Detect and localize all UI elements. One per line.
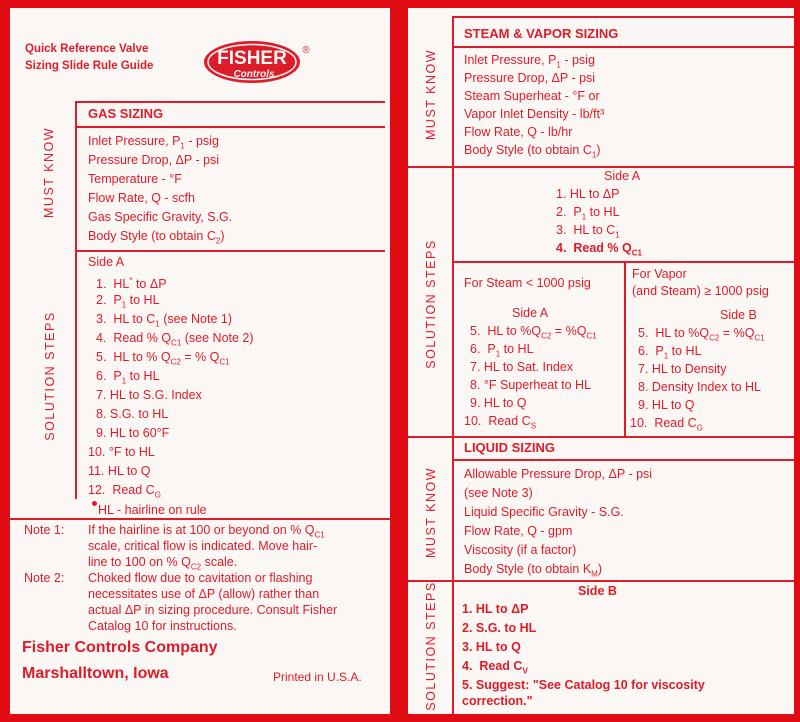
note-2-line: necessitates use of ΔP (allow) rather than <box>88 587 320 601</box>
gas-sizing-card <box>10 8 390 714</box>
footnote-text: HL - hairline on rule <box>98 503 207 517</box>
divider <box>452 261 794 263</box>
divider <box>10 518 390 520</box>
list-item: 5. HL to % $Q_{C2}$ = % $Q_{C1}$ <box>96 350 230 367</box>
note-1-line: scale, critical flow is indicated. Move hair- <box>88 539 318 553</box>
note-1-label: Note 1: <box>24 523 65 537</box>
list-item: Flow Rate, Q - gpm <box>464 524 573 538</box>
solution-steps-label: SOLUTION STEPS <box>424 581 438 711</box>
divider <box>452 16 794 18</box>
divider <box>408 580 794 582</box>
divider <box>452 46 794 48</box>
vapor-condition-line2: (and Steam) ≥ 1000 psig <box>632 284 769 298</box>
divider <box>75 101 385 103</box>
must-know-label: MUST KNOW <box>42 126 56 218</box>
note-2-line: Catalog 10 for instructions. <box>88 619 237 633</box>
liquid-sizing-title: LIQUID SIZING <box>464 440 555 455</box>
list-item: 4. Read $C_V$ <box>462 659 528 676</box>
vapor-condition-line1: For Vapor <box>632 267 687 281</box>
divider <box>75 250 385 252</box>
divider <box>452 16 454 714</box>
side-b-vapor-title: Side B <box>720 308 757 322</box>
list-item: 7. HL to Sat. Index <box>470 360 574 374</box>
list-item: Pressure Drop, ΔP - psi <box>464 71 596 85</box>
list-item: Temperature - °F <box>88 172 182 186</box>
guide-title-line2: Sizing Slide Rule Guide <box>25 60 154 72</box>
company-name: Fisher Controls Company <box>22 639 218 656</box>
logo-sub-text: Controls <box>233 69 275 80</box>
divider <box>624 261 626 437</box>
divider <box>75 126 385 128</box>
list-item: 9. HL to Q <box>470 396 527 410</box>
list-item: Allowable Pressure Drop, ΔP - psi <box>464 467 653 481</box>
list-item: 11. HL to Q <box>88 464 151 478</box>
list-item: 6. $P_1$ to HL <box>96 369 160 386</box>
list-item: 10. °F to HL <box>88 445 155 459</box>
list-item: Flow Rate, Q - scfh <box>88 191 195 205</box>
divider <box>408 436 794 438</box>
list-item: 4. Read % $Q_{C1}$ (see Note 2) <box>96 331 254 348</box>
list-item: 9. HL to Q <box>638 398 695 412</box>
list-item: Pressure Drop, ΔP - psi <box>88 153 220 167</box>
note-2-label: Note 2: <box>24 571 65 585</box>
must-know-label: MUST KNOW <box>424 48 438 140</box>
list-item: 3. HL to Q <box>462 640 521 654</box>
list-item: Inlet Pressure, $P_1$ - psig <box>88 134 219 151</box>
list-item: 5. HL to $\%Q_{C2} = \%Q_{C1}$ <box>638 326 765 343</box>
liquid-side-b-title: Side B <box>578 584 617 598</box>
must-know-label: MUST KNOW <box>424 466 438 558</box>
list-item: Body Style (to obtain $K_M$) <box>464 562 602 579</box>
steam-liquid-sizing-card <box>408 8 794 714</box>
side-a-steam-title: Side A <box>512 306 549 320</box>
list-item: 1. HL to ΔP <box>556 187 620 201</box>
list-item: 9. HL to 60°F <box>96 426 170 440</box>
list-item: 8. Density Index to HL <box>638 380 761 394</box>
list-item: 1. HL to ΔP <box>462 602 529 616</box>
list-item: Gas Specific Gravity, S.G. <box>88 210 233 224</box>
list-item: 2. $P_1$ to HL <box>96 293 160 310</box>
list-item: Liquid Specific Gravity - S.G. <box>464 505 624 519</box>
list-item: 4. Read % $Q_{C1}$ <box>556 241 642 258</box>
guide-title-line1: Quick Reference Valve <box>25 43 149 55</box>
side-a-title: Side A <box>88 255 125 269</box>
list-item: 1. HL* to ΔP <box>96 276 167 292</box>
divider <box>452 459 794 461</box>
list-item: Vapor Inlet Density - lb/ft³ <box>464 107 605 121</box>
bullet-icon <box>92 501 97 506</box>
list-item: 7. HL to Density <box>638 362 727 376</box>
list-item: Body Style (to obtain $C_1$) <box>464 143 601 160</box>
company-location: Marshalltown, Iowa <box>22 665 169 682</box>
logo-registered-mark: ® <box>302 45 310 56</box>
list-item: 8. °F Superheat to HL <box>470 378 592 392</box>
list-item: 8. S.G. to HL <box>96 407 169 421</box>
steam-condition: For Steam < 1000 psig <box>464 276 591 290</box>
list-item: 3. HL to $C_1$ (see Note 1) <box>96 312 233 329</box>
note-1-line: If the hairline is at 100 or beyond on % $Q_{C1}$ <box>88 523 325 540</box>
list-item: 10. Read $C_S$ <box>464 414 537 431</box>
side-a-title: Side A <box>604 169 641 183</box>
gas-sizing-title: GAS SIZING <box>88 106 164 121</box>
steam-sizing-title: STEAM & VAPOR SIZING <box>464 26 619 41</box>
list-item: 2. S.G. to HL <box>462 621 537 635</box>
note-2-line: actual ΔP in sizing procedure. Consult Fisher <box>88 603 338 617</box>
list-item: 5. Suggest: "See Catalog 10 for viscosity <box>462 678 705 692</box>
note-2-line: Choked flow due to cavitation or flashing <box>88 571 313 585</box>
list-item: 7. HL to S.G. Index <box>96 388 202 402</box>
list-item: Flow Rate, Q - lb/hr <box>464 125 573 139</box>
fisher-logo-oval <box>202 39 314 85</box>
list-item: 6. $P_1$ to HL <box>638 344 702 361</box>
list-item: Inlet Pressure, $P_1$ - psig <box>464 53 595 70</box>
list-item: (see Note 3) <box>464 486 533 500</box>
list-item: Viscosity (if a factor) <box>464 543 577 557</box>
list-item: correction." <box>462 694 533 708</box>
list-item: 2. $P_1$ to HL <box>556 205 620 222</box>
list-item: 10. Read $C_G$ <box>630 416 703 433</box>
hairline-footnote <box>92 501 207 520</box>
fisher-logo <box>202 39 314 85</box>
note-1-line: line to 100 on % $Q_{C2}$ scale. <box>88 555 238 572</box>
printed-in-label: Printed in U.S.A. <box>273 670 362 684</box>
divider <box>75 101 77 499</box>
list-item: Body Style (to obtain $C_2$) <box>88 229 225 246</box>
list-item: 6. $P_1$ to HL <box>470 342 534 359</box>
list-item: 5. HL to $\%Q_{C2} = \%Q_{C1}$ <box>470 324 597 341</box>
logo-main-text: FISHER <box>217 48 287 69</box>
list-item: 12. Read $C_G$ <box>88 483 161 500</box>
list-item: 3. HL to $C_1$ <box>556 223 620 240</box>
divider <box>408 166 794 168</box>
solution-steps-label: SOLUTION STEPS <box>43 311 57 441</box>
solution-steps-label: SOLUTION STEPS <box>424 239 438 369</box>
list-item: Steam Superheat - °F or <box>464 89 600 103</box>
